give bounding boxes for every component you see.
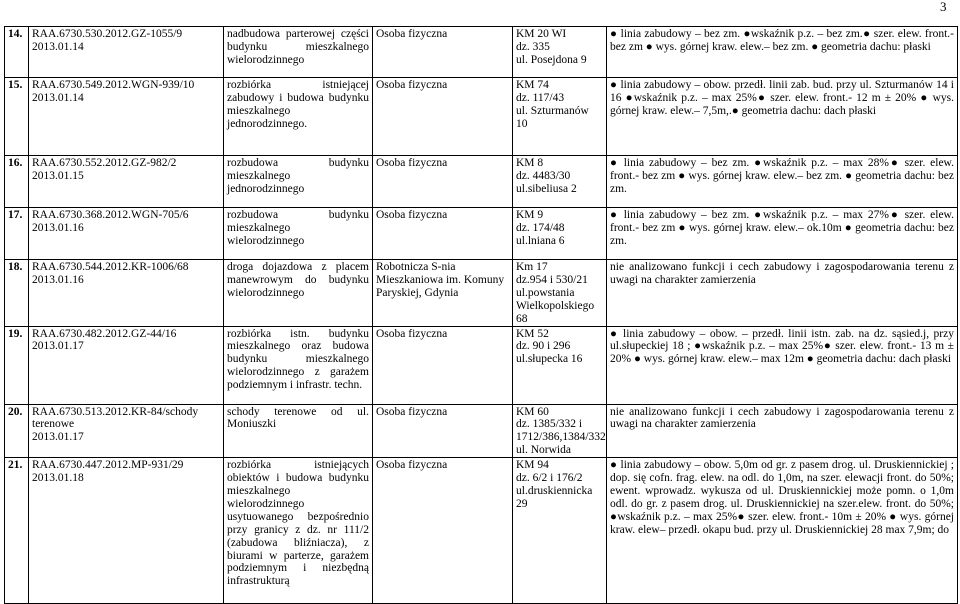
investment-subject: droga dojazdowa z placem manewrowym do budynku wielorodzinnego [224, 260, 373, 327]
case-reference [29, 27, 224, 78]
investment-subject: rozbudowa budynku mieszkalnego wielorodzinnego [224, 208, 373, 260]
investment-subject: rozbiórka istn. budynku mieszkalnego oraz budowa budynku mieszkalnego wielorodzinnego z garażem podziemnym i infrastr. techn. [224, 326, 373, 404]
row-number: 21. [5, 458, 29, 604]
conditions: ● linia zabudowy – bez zm. ●wskaźnik p.z. – bez zm.● szer. elew. front.- bez zm ● wys. górnej kraw. elew.– bez zm. ● geometria dachu: płaski [607, 27, 958, 78]
row-number: 17. [5, 208, 29, 260]
row-number: 18. [5, 260, 29, 327]
case-text: RAA.6730.549.2012.WGN-939/10 2013.01.14 [32, 79, 195, 104]
location-text: Km 17 dz.954 i 530/21 ul.powstania Wielkopolskiego 68 [516, 261, 595, 325]
conditions: ● linia zabudowy – obow. – przedł. linii istn. zab. na dz. sąsied.j, przy ul.słupeckiej 18 ; ●wskaźnik p.z. – max 25%● szer. elew. front.- 13 m ± 20% ● wys. górnej kraw. elew.– max 12m ● geometria dachu: dach płaski [607, 326, 958, 404]
applicant: Osoba fizyczna [373, 78, 513, 156]
case-reference [29, 404, 224, 458]
location [513, 208, 607, 260]
case-text: RAA.6730.530.2012.GZ-1055/9 2013.01.14 [32, 28, 183, 53]
case-reference [29, 208, 224, 260]
location-text: KM 9 dz. 174/48 ul.lniana 6 [516, 209, 565, 247]
applicant: Osoba fizyczna [373, 458, 513, 604]
applicant: Osoba fizyczna [373, 208, 513, 260]
investment-subject: rozbudowa budynku mieszkalnego jednorodzinnego [224, 156, 373, 208]
decisions-table [4, 26, 958, 604]
location [513, 78, 607, 156]
table-row [5, 27, 958, 78]
row-number: 20. [5, 404, 29, 458]
case-reference [29, 78, 224, 156]
table-row [5, 260, 958, 327]
location-text: KM 94 dz. 6/2 i 176/2 ul.druskiennicka 29 [516, 459, 593, 510]
case-text: RAA.6730.482.2012.GZ-44/16 2013.01.17 [32, 327, 177, 353]
applicant: Osoba fizyczna [373, 326, 513, 404]
row-number: 14. [5, 27, 29, 78]
case-reference [29, 260, 224, 327]
row-number: 19. [5, 326, 29, 404]
location-text: KM 52 dz. 90 i 296 ul.słupecka 16 [516, 327, 583, 366]
case-text: RAA.6730.544.2012.KR-1006/68 2013.01.16 [32, 261, 189, 286]
case-reference [29, 326, 224, 404]
table-row [5, 208, 958, 260]
applicant: Osoba fizyczna [373, 404, 513, 458]
conditions: nie analizowano funkcji i cech zabudowy i zagospodarowania terenu z uwagi na charakter zamierzenia [607, 260, 958, 327]
case-text: RAA.6730.513.2012.KR-84/schody terenowe 2013.01.17 [32, 405, 199, 444]
location [513, 260, 607, 327]
row-number: 15. [5, 78, 29, 156]
conditions: ● linia zabudowy – bez zm. ●wskaźnik p.z. – max 28%● szer. elew. front.- bez zm ● wys. górnej kraw. elew.– bez zm. ● geometria dachu: bez zm. [607, 156, 958, 208]
location-text: KM 74 dz. 117/43 ul. Szturmanów 10 [516, 79, 589, 130]
table-row [5, 404, 958, 458]
table-row [5, 156, 958, 208]
table-row [5, 78, 958, 156]
investment-subject: schody terenowe od ul. Moniuszki [224, 404, 373, 458]
location-text: KM 20 WI dz. 335 ul. Posejdona 9 [516, 28, 587, 66]
conditions: ● linia zabudowy – obow. 5,0m od gr. z pasem drog. ul. Druskiennickiej ; dop. się cofn. frag. elew. na odl. do 1,0m, na szer. elewacji front. do 50%; ewent. wprowadz. wykusza od ul. Druskiennickiej może pomn. o 1,0m odl. do gr. z pasem drog. ul. Druskiennickiej na szer.elew. front. do 50%; ●wskaźnik p.z. – max 25%● szer. elew. front.- 10m ± 20% ● wys. górnej kraw. elew– przedł. okapu bud. przy ul. Druskiennickiej 28 max 7,9m; do [607, 458, 958, 604]
row-number: 16. [5, 156, 29, 208]
page-number: 3 [940, 0, 947, 14]
applicant: Osoba fizyczna [373, 156, 513, 208]
investment-subject: nadbudowa parterowej części budynku mieszkalnego wielorodzinnego [224, 27, 373, 78]
location-text: KM 60 dz. 1385/332 i 1712/386,1384/332 ul. Norwida [516, 405, 606, 457]
conditions: nie analizowano funkcji i cech zabudowy i zagospodarowania terenu z uwagi na charakter zamierzenia [607, 404, 958, 458]
applicant: Osoba fizyczna [373, 27, 513, 78]
location [513, 458, 607, 604]
location [513, 156, 607, 208]
case-text: RAA.6730.447.2012.MP-931/29 2013.01.18 [32, 459, 184, 485]
conditions: ● linia zabudowy – bez zm. ●wskaźnik p.z. – max 27%● szer. elew. front.- bez zm ● wys. górnej kraw. elew.– ok.10m ● geometria dachu: bez zm. [607, 208, 958, 260]
location [513, 404, 607, 458]
table-row [5, 326, 958, 404]
case-text: RAA.6730.552.2012.GZ-982/2 2013.01.15 [32, 157, 177, 182]
location [513, 326, 607, 404]
case-reference [29, 156, 224, 208]
location-text: KM 8 dz. 4483/30 ul.sibeliusa 2 [516, 157, 577, 195]
investment-subject: rozbiórka istniejących obiektów i budowa budynku mieszkalnego wielorodzinnego usytuowanego bezpośrednio przy granicy z dz. nr 111/2 (zabudowa bliźniacza), z biurami w parterze, garażem podziemnym i niezbędną infrastrukturą [224, 458, 373, 604]
case-reference [29, 458, 224, 604]
case-text: RAA.6730.368.2012.WGN-705/6 2013.01.16 [32, 209, 189, 234]
investment-subject: rozbiórka istniejącej zabudowy i budowa budynku mieszkalnego jednorodzinnego. [224, 78, 373, 156]
table-row [5, 458, 958, 604]
conditions: ● linia zabudowy – obow. przedł. linii zab. bud. przy ul. Szturmanów 14 i 16 ●wskaźnik p.z. – max 25%● szer. elew. front.- 12 m ± 20% ● wys. górnej kraw. elew.– 7,5m,.● geometria dachu: dach płaski [607, 78, 958, 156]
location [513, 27, 607, 78]
applicant: Robotnicza S-nia Mieszkaniowa im. Komuny Paryskiej, Gdynia [373, 260, 513, 327]
